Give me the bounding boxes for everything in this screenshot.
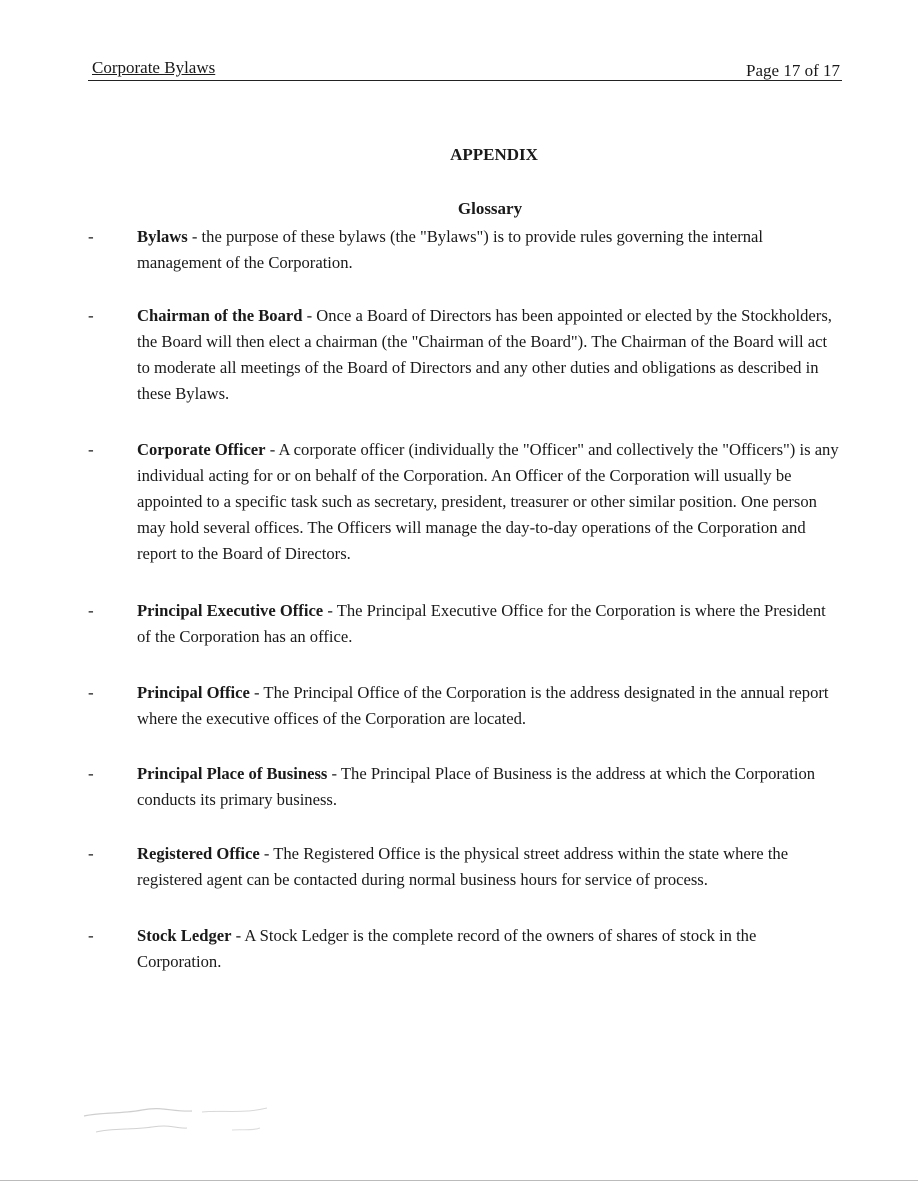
- glossary-definition: - A Stock Ledger is the complete record of the owners of shares of stock in the Corporation.: [137, 926, 757, 971]
- list-dash: -: [88, 926, 94, 945]
- glossary-term: Stock Ledger: [137, 926, 232, 945]
- glossary-entry-bylaws: [88, 224, 848, 276]
- list-dash: -: [88, 601, 94, 620]
- glossary-term: Principal Place of Business: [137, 764, 328, 783]
- glossary-entry-stock-ledger: [88, 923, 848, 975]
- page-header: [88, 56, 842, 81]
- glossary-entry-principal-executive-office: [88, 598, 848, 650]
- glossary-entry-principal-office: [88, 680, 848, 732]
- list-dash: -: [88, 306, 94, 325]
- document-title: Corporate Bylaws: [92, 58, 216, 77]
- glossary-definition: - The Principal Executive Office for the Corporation is where the President of the Corporation has an office.: [137, 601, 826, 646]
- glossary-heading: Glossary: [457, 199, 523, 218]
- glossary-term: Bylaws: [137, 227, 188, 246]
- scan-bottom-edge: [0, 1180, 918, 1181]
- glossary-definition: - The Registered Office is the physical street address within the state where the registered agent can be contacted during normal business hours for service of process.: [137, 844, 789, 889]
- glossary-definition: - A corporate officer (individually the "Officer" and collectively the "Officers") is any individual acting for or on behalf of the Corporation. An Officer of the Corporation will usually be appointed to a specific task such as secretary, president, treasurer or other similar position. One person may hold several offices. The Officers will manage the day-to-day operations of the Corporation and report to the Board of Directors.: [137, 440, 839, 563]
- glossary-term: Principal Office: [137, 683, 250, 702]
- glossary-entry-corporate-officer: [88, 437, 848, 567]
- list-dash: -: [88, 844, 94, 863]
- glossary-term: Corporate Officer: [137, 440, 266, 459]
- glossary-term: Chairman of the Board: [137, 306, 303, 325]
- glossary-term: Registered Office: [137, 844, 260, 863]
- glossary-definition: - The Principal Place of Business is the address at which the Corporation conducts its primary business.: [137, 764, 816, 809]
- list-dash: -: [88, 227, 94, 246]
- page-number: Page 17 of 17: [746, 61, 840, 80]
- glossary-entry-registered-office: [88, 841, 848, 893]
- glossary-term: Principal Executive Office: [137, 601, 324, 620]
- glossary-definition: - The Principal Office of the Corporation is the address designated in the annual report where the executive offices of the Corporation are located.: [137, 683, 829, 728]
- faint-scan-artifact: [82, 1102, 282, 1142]
- glossary-definition: - Once a Board of Directors has been appointed or elected by the Stockholders, the Board will then elect a chairman (the "Chairman of the Board"). The Chairman of the Board will act to moderate all meetings of the Board of Directors and any other duties and obligations as described in these Bylaws.: [137, 306, 832, 403]
- list-dash: -: [88, 440, 94, 459]
- list-dash: -: [88, 683, 94, 702]
- glossary-entry-chairman: [88, 303, 848, 407]
- glossary-definition: - the purpose of these bylaws (the "Bylaws") is to provide rules governing the internal management of the Corporation.: [137, 227, 764, 272]
- glossary-entry-principal-place-of-business: [88, 761, 848, 813]
- appendix-heading: APPENDIX: [450, 145, 538, 164]
- list-dash: -: [88, 764, 94, 783]
